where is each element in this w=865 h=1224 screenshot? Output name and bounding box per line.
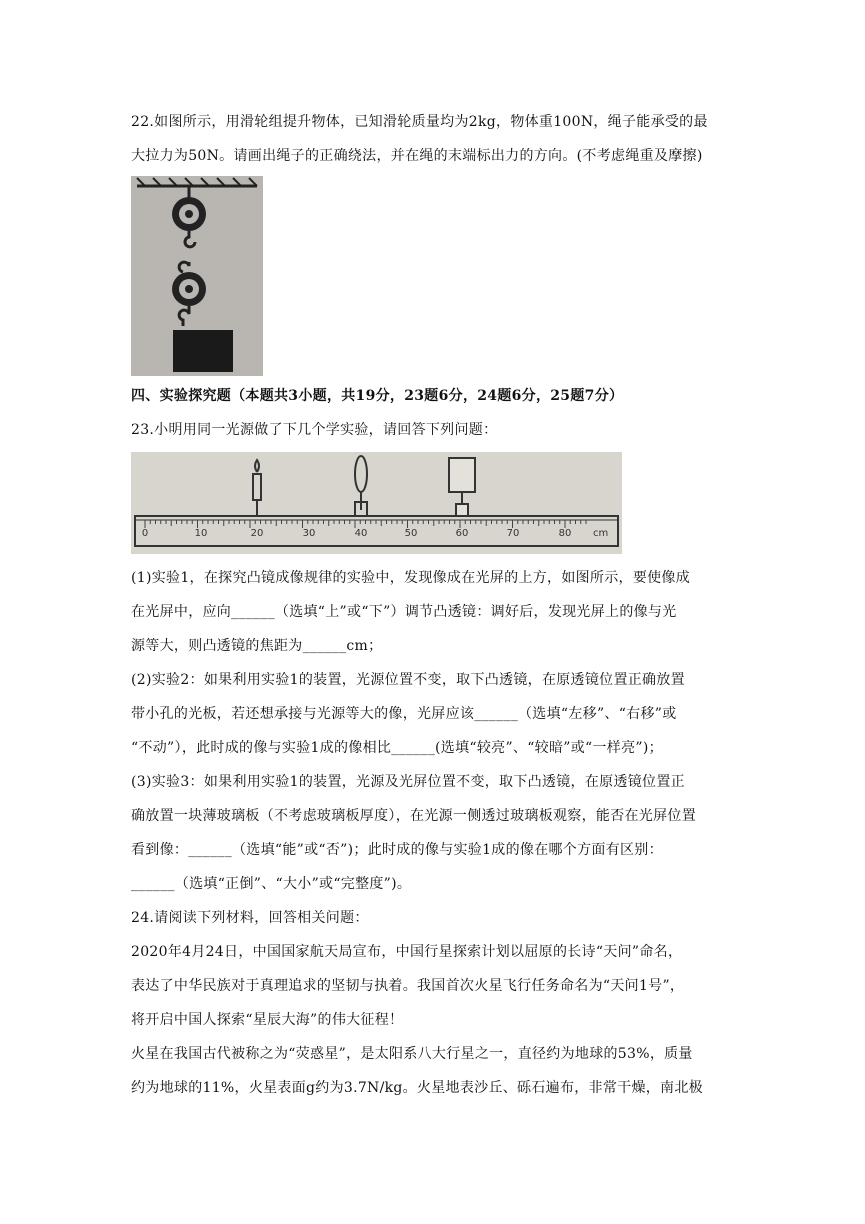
q23-part2-line-3: “不动”），此时成的像与实验1成的像相比______(选填“较亮”、“较暗”或“一样亮”)； xyxy=(131,740,663,756)
q23-part2-line-2: 带小孔的光板，若还想承接与光源等大的像，光屏应该______（选填“左移”、“右移”或 xyxy=(131,706,677,722)
tick-label-70: 70 xyxy=(506,528,520,539)
pulley-figure xyxy=(131,176,263,376)
tick-label-20: 20 xyxy=(250,528,264,539)
q24-para2-line-2: 约为地球的11%，火星表面g约为3.7N/kg。火星地表沙丘、砾石遍布，非常干燥，南北极 xyxy=(131,1080,703,1096)
light-screen xyxy=(449,458,475,516)
tick-label-40: 40 xyxy=(354,528,368,539)
section-4-heading: 四、实验探究题（本题共3小题，共19分，23题6分，24题6分，25题7分） xyxy=(131,388,624,404)
q23-part1-line-1: (1)实验1，在探究凸镜成像规律的实验中，发现像成在光屏的上方，如图所示，要使像成 xyxy=(131,570,691,586)
q22-line-1: 22.如图所示，用滑轮组提升物体，已知滑轮质量均为2kg，物体重100N，绳子能承受的最 xyxy=(131,114,708,130)
tick-label-30: 30 xyxy=(302,528,316,539)
q23-part1-line-2: 在光屏中，应向______（选填“上”或“下”）调节凸透镜：调好后，发现光屏上的像与光 xyxy=(131,604,677,620)
tick-label-0: 0 xyxy=(141,528,149,539)
q22-line-2: 大拉力为50N。请画出绳子的正确绕法，并在绳的末端标出力的方向。(不考虑绳重及摩擦) xyxy=(131,148,703,164)
convex-lens xyxy=(355,456,367,516)
light-source xyxy=(249,460,265,516)
q23-intro: 23.小明用同一光源做了下几个学实验，请回答下列问题： xyxy=(131,422,498,438)
optical-bench-figure xyxy=(131,452,622,554)
q24-para1-line-2: 表达了中华民族对于真理追求的坚韧与执着。我国首次火星飞行任务命名为“天问1号”， xyxy=(131,978,685,994)
q23-part3-line-3: 看到像：______（选填“能”或“否”)；此时成的像与实验1成的像在哪个方面有区别： xyxy=(131,842,663,858)
q23-part3-line-2: 确放置一块薄玻璃板（不考虑玻璃板厚度），在光源一侧透过玻璃板观察，能否在光屏位置 xyxy=(131,808,696,824)
tick-label-10: 10 xyxy=(194,528,208,539)
tick-label-60: 60 xyxy=(455,528,469,539)
q24-intro: 24.请阅读下列材料，回答相关问题： xyxy=(131,910,369,926)
q23-part3-line-4: ______（选填“正倒”、“大小”或“完整度”)。 xyxy=(131,876,412,892)
tick-label-50: 50 xyxy=(404,528,418,539)
q23-part2-line-1: (2)实验2：如果利用实验1的装置，光源位置不变，取下凸透镜，在原透镜位置正确放置 xyxy=(131,672,685,688)
q24-para1-line-3: 将开启中国人探索“星辰大海”的伟大征程！ xyxy=(131,1012,404,1028)
tick-label-80: 80 xyxy=(558,528,572,539)
q24-para2-line-1: 火星在我国古代被称之为“荧惑星”，是太阳系八大行星之一，直径约为地球的53%，质量 xyxy=(131,1046,693,1062)
ruler-unit: cm xyxy=(593,528,609,539)
q24-para1-line-1: 2020年4月24日，中国国家航天局宣布，中国行星探索计划以屈原的长诗“天问”命名， xyxy=(131,944,683,960)
ruler-ticks xyxy=(145,520,586,528)
q23-part3-line-1: (3)实验3：如果利用实验1的装置，光源及光屏位置不变，取下凸透镜，在原透镜位置正 xyxy=(131,774,685,790)
q23-part1-line-3: 源等大，则凸透镜的焦距为______cm； xyxy=(131,638,383,654)
